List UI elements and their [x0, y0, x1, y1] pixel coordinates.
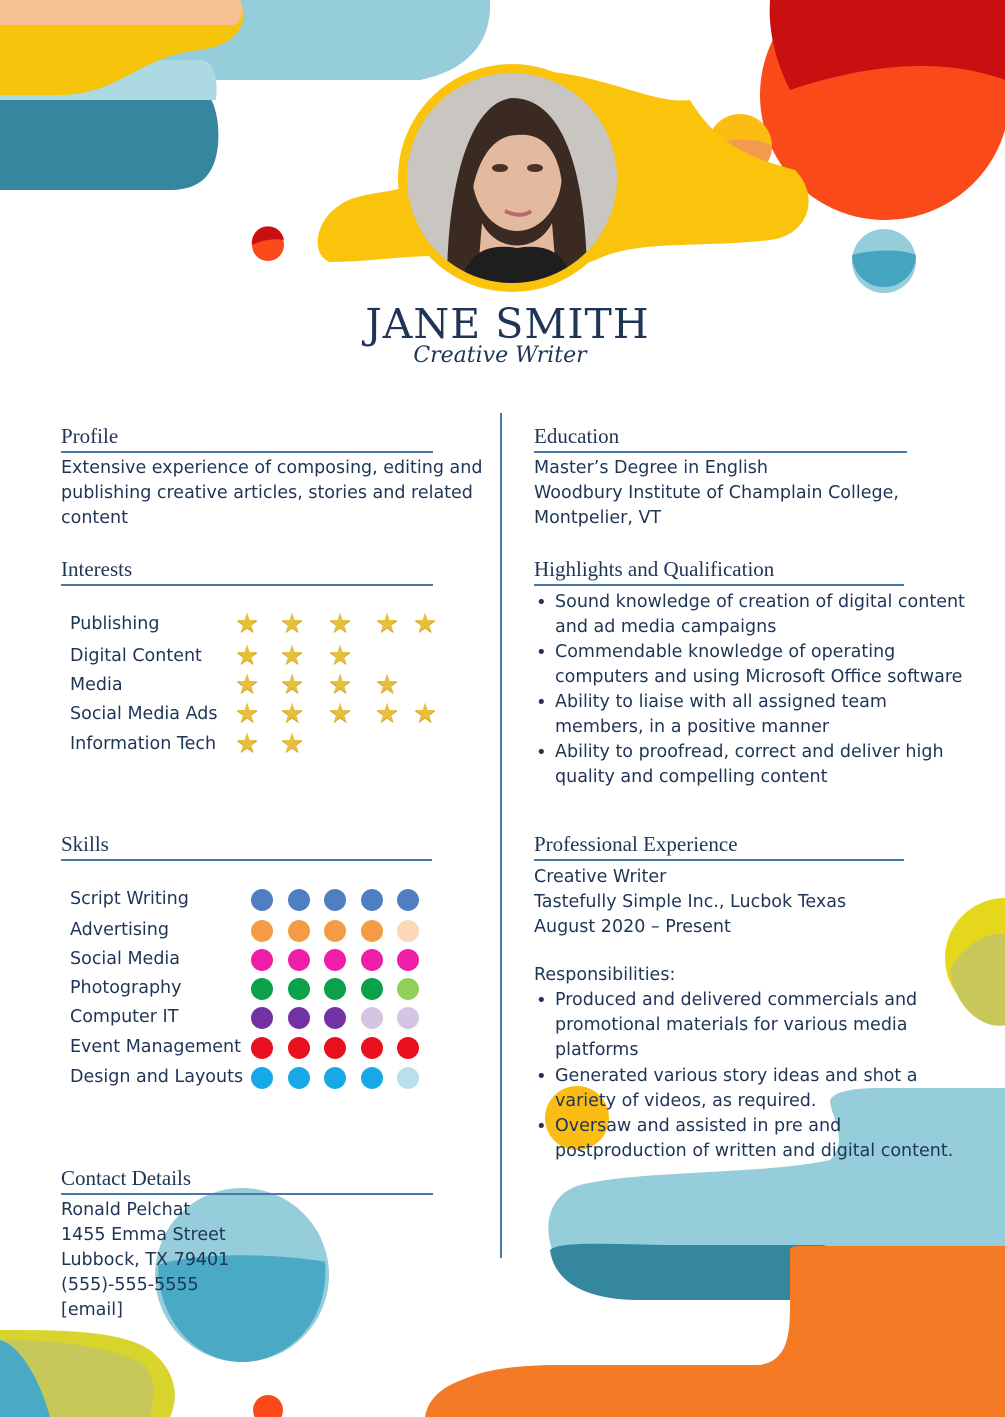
- contact-phone: (555)-555-5555: [61, 1275, 199, 1295]
- profile-line: publishing creative articles, stories and related: [61, 483, 473, 503]
- skill-label: Advertising: [70, 920, 169, 940]
- interest-row: [70, 730, 470, 758]
- list-item: • Commendable knowledge of operating computers and using Microsoft Office software: [534, 640, 974, 690]
- contact-details: [61, 1198, 361, 1323]
- skill-level-dot: [324, 1067, 346, 1089]
- job-title: Creative Writer: [413, 343, 587, 368]
- skill-level-dot: [397, 978, 419, 1000]
- top-left-peach-blob: [0, 0, 242, 25]
- profile-heading: Profile: [61, 424, 433, 453]
- interest-label: Social Media Ads: [70, 704, 218, 724]
- skill-label: Social Media: [70, 949, 181, 969]
- skill-level-dot: [288, 920, 310, 942]
- column-divider: [500, 413, 502, 1258]
- list-item: • Oversaw and assisted in pre and postproduction of written and digital content.: [534, 1114, 974, 1164]
- skill-level-dot: [251, 1067, 273, 1089]
- skill-level-dot: [361, 889, 383, 911]
- skill-level-dot: [251, 889, 273, 911]
- profile-line: Extensive experience of composing, editing and: [61, 458, 483, 478]
- education-text: [534, 456, 974, 531]
- interest-label: Digital Content: [70, 646, 202, 666]
- skill-level-dot: [397, 1067, 419, 1089]
- star-icon: ★: [235, 669, 260, 700]
- skill-label: Event Management: [70, 1037, 241, 1057]
- experience-role: Creative Writer: [534, 867, 667, 887]
- star-icon: ★: [235, 728, 260, 759]
- skill-level-dot: [324, 978, 346, 1000]
- skill-level-dot: [361, 1067, 383, 1089]
- education-school: Woodbury Institute of Champlain College,: [534, 483, 899, 503]
- skill-level-dot: [361, 920, 383, 942]
- interest-label: Information Tech: [70, 734, 217, 754]
- skill-label: Computer IT: [70, 1007, 179, 1027]
- skill-level-dot: [251, 949, 273, 971]
- experience-company: Tastefully Simple Inc., Lucbok Texas: [534, 892, 847, 912]
- contact-street: 1455 Emma Street: [61, 1225, 226, 1245]
- responsibilities-list: [534, 988, 974, 1164]
- star-icon: ★: [235, 698, 260, 729]
- skill-label: Design and Layouts: [70, 1067, 244, 1087]
- star-icon: ★: [328, 669, 353, 700]
- skill-level-dot: [251, 920, 273, 942]
- skill-level-dot: [324, 920, 346, 942]
- skill-level-dot: [361, 978, 383, 1000]
- skill-row: [70, 974, 470, 1002]
- contact-email: [email]: [61, 1300, 123, 1320]
- skills-list: [70, 885, 470, 1095]
- experience-details: [534, 865, 974, 940]
- bottom-orange-dot: [253, 1395, 283, 1417]
- star-icon: ★: [328, 640, 353, 671]
- skill-row: [70, 945, 470, 973]
- skill-level-dot: [288, 889, 310, 911]
- education-degree: Master’s Degree in English: [534, 458, 768, 478]
- interest-label: Publishing: [70, 614, 160, 634]
- star-icon: ★: [280, 698, 305, 729]
- skill-level-dot: [251, 1007, 273, 1029]
- highlights-list: [534, 590, 974, 790]
- contact-name: Ronald Pelchat: [61, 1200, 191, 1220]
- skill-level-dot: [324, 889, 346, 911]
- star-icon: ★: [280, 640, 305, 671]
- skill-row: [70, 1063, 470, 1091]
- interest-label: Media: [70, 675, 123, 695]
- highlights-heading: Highlights and Qualification: [534, 557, 904, 586]
- star-icon: ★: [280, 669, 305, 700]
- interests-heading: Interests: [61, 557, 433, 586]
- interest-row: [70, 610, 470, 638]
- education-heading: Education: [534, 424, 907, 453]
- skill-level-dot: [251, 1037, 273, 1059]
- education-location: Montpelier, VT: [534, 508, 662, 528]
- responsibilities-label: Responsibilities:: [534, 965, 676, 985]
- star-icon: ★: [413, 608, 438, 639]
- list-item: • Generated various story ideas and shot a variety of videos, as required.: [534, 1064, 974, 1114]
- interest-row: [70, 671, 470, 699]
- skill-level-dot: [288, 1067, 310, 1089]
- contact-city: Lubbock, TX 79401: [61, 1250, 230, 1270]
- interest-row: [70, 700, 470, 728]
- list-item: • Ability to liaise with all assigned team members, in a positive manner: [534, 690, 974, 740]
- skill-row: [70, 916, 470, 944]
- skill-row: [70, 1033, 470, 1061]
- portrait-illustration: [407, 73, 617, 283]
- star-icon: ★: [375, 608, 400, 639]
- skill-level-dot: [288, 949, 310, 971]
- skill-level-dot: [397, 1007, 419, 1029]
- interest-row: [70, 642, 470, 670]
- skill-level-dot: [361, 949, 383, 971]
- star-icon: ★: [413, 698, 438, 729]
- list-item: • Sound knowledge of creation of digital content and ad media campaigns: [534, 590, 974, 640]
- profile-line: content: [61, 508, 129, 528]
- skill-level-dot: [397, 949, 419, 971]
- skill-level-dot: [324, 949, 346, 971]
- skill-label: Script Writing: [70, 889, 189, 909]
- contact-heading: Contact Details: [61, 1166, 433, 1195]
- star-icon: ★: [328, 608, 353, 639]
- skill-level-dot: [288, 1007, 310, 1029]
- skill-level-dot: [361, 1007, 383, 1029]
- name-title: JANE SMITH: [365, 300, 650, 348]
- experience-dates: August 2020 – Present: [534, 917, 731, 937]
- experience-heading: Professional Experience: [534, 832, 904, 861]
- list-item: • Ability to proofread, correct and deliver high quality and compelling content: [534, 740, 974, 790]
- skill-level-dot: [361, 1037, 383, 1059]
- star-icon: ★: [280, 728, 305, 759]
- list-item: • Produced and delivered commercials and promotional materials for various media platforms: [534, 988, 974, 1063]
- skill-level-dot: [397, 1037, 419, 1059]
- skill-level-dot: [288, 978, 310, 1000]
- avatar: [407, 73, 617, 283]
- star-icon: ★: [328, 698, 353, 729]
- skill-row: [70, 1003, 470, 1031]
- skills-heading: Skills: [61, 832, 432, 861]
- star-icon: ★: [235, 640, 260, 671]
- skill-level-dot: [251, 978, 273, 1000]
- skill-row: [70, 885, 470, 913]
- star-icon: ★: [375, 669, 400, 700]
- skill-level-dot: [324, 1007, 346, 1029]
- star-icon: ★: [280, 608, 305, 639]
- star-icon: ★: [375, 698, 400, 729]
- skill-level-dot: [397, 920, 419, 942]
- skill-level-dot: [397, 889, 419, 911]
- skill-label: Photography: [70, 978, 182, 998]
- star-icon: ★: [235, 608, 260, 639]
- skill-level-dot: [324, 1037, 346, 1059]
- interests-list: [70, 610, 470, 760]
- skill-level-dot: [288, 1037, 310, 1059]
- profile-text: [61, 456, 491, 531]
